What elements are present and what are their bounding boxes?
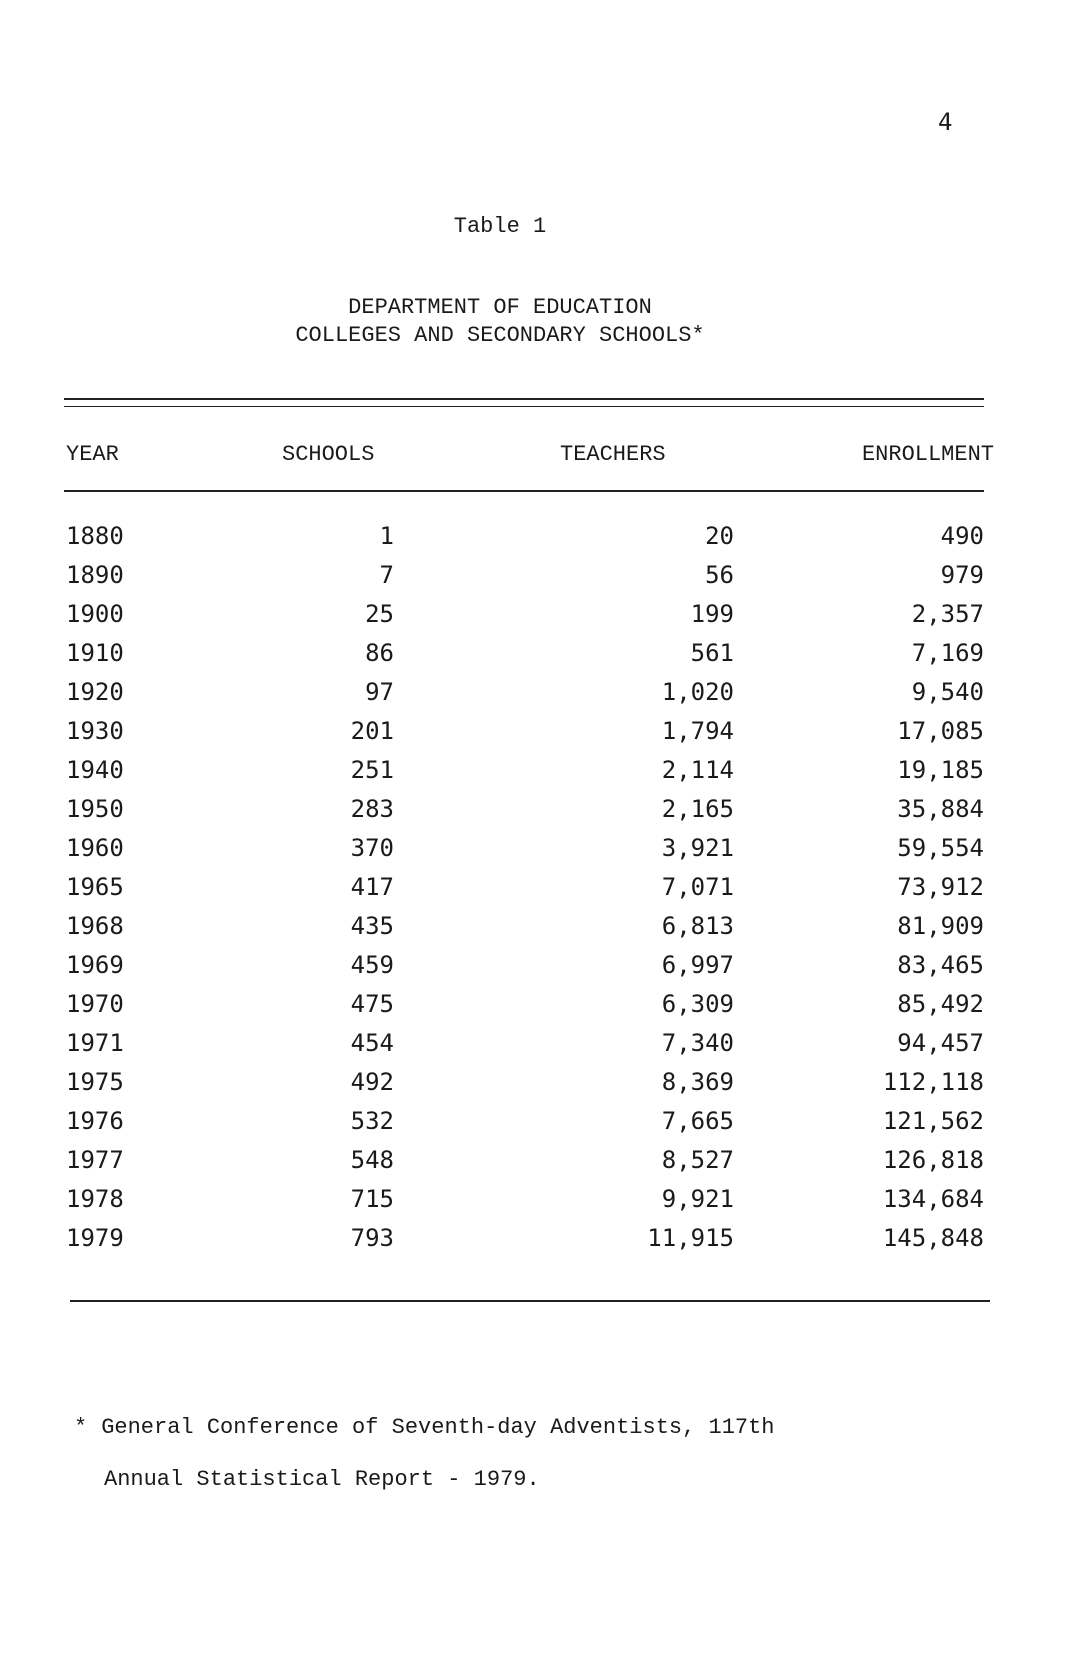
cell-schools: 459: [350, 951, 394, 979]
cell-year: 1950: [66, 795, 124, 823]
cell-teachers: 7,665: [661, 1107, 734, 1135]
column-headers: [64, 442, 994, 472]
cell-year: 1968: [66, 912, 124, 940]
cell-schools: 492: [350, 1068, 394, 1096]
cell-schools: 97: [365, 678, 394, 706]
cell-enrollment: 83,465: [897, 951, 984, 979]
cell-teachers: 6,813: [661, 912, 734, 940]
table-row: [64, 951, 994, 990]
cell-year: 1976: [66, 1107, 124, 1135]
table-row: [64, 1146, 994, 1185]
cell-enrollment: 2,357: [911, 600, 984, 628]
caption-line-2: COLLEGES AND SECONDARY SCHOOLS*: [295, 323, 705, 348]
footnote-marker: *: [74, 1415, 88, 1440]
table-row: [64, 873, 994, 912]
table-caption: [0, 294, 1000, 350]
cell-teachers: 6,997: [661, 951, 734, 979]
footnote-line-2: Annual Statistical Report - 1979.: [104, 1467, 540, 1492]
page-number: 4: [938, 108, 953, 136]
cell-enrollment: 7,169: [911, 639, 984, 667]
cell-enrollment: 979: [940, 561, 984, 589]
cell-schools: 793: [350, 1224, 394, 1252]
cell-enrollment: 19,185: [897, 756, 984, 784]
table-row: [64, 795, 994, 834]
cell-teachers: 8,369: [661, 1068, 734, 1096]
table-row: [64, 834, 994, 873]
cell-year: 1940: [66, 756, 124, 784]
cell-year: 1930: [66, 717, 124, 745]
bottom-rule: [70, 1300, 990, 1302]
cell-teachers: 2,114: [661, 756, 734, 784]
cell-schools: 548: [350, 1146, 394, 1174]
table-row: [64, 756, 994, 795]
cell-year: 1971: [66, 1029, 124, 1057]
cell-schools: 370: [350, 834, 394, 862]
cell-enrollment: 85,492: [897, 990, 984, 1018]
cell-schools: 1: [379, 522, 394, 550]
cell-year: 1978: [66, 1185, 124, 1213]
header-year: YEAR: [66, 442, 119, 467]
cell-teachers: 3,921: [661, 834, 734, 862]
header-schools: SCHOOLS: [282, 442, 375, 467]
table-row: [64, 990, 994, 1029]
cell-teachers: 20: [705, 522, 734, 550]
cell-enrollment: 126,818: [882, 1146, 984, 1174]
cell-teachers: 56: [705, 561, 734, 589]
cell-teachers: 9,921: [661, 1185, 734, 1213]
top-rule-thin: [64, 406, 984, 407]
cell-teachers: 8,527: [661, 1146, 734, 1174]
header-rule: [64, 490, 984, 492]
cell-year: 1970: [66, 990, 124, 1018]
cell-schools: 25: [365, 600, 394, 628]
cell-enrollment: 73,912: [897, 873, 984, 901]
cell-teachers: 561: [690, 639, 734, 667]
cell-year: 1880: [66, 522, 124, 550]
cell-year: 1910: [66, 639, 124, 667]
table-row: [64, 912, 994, 951]
cell-schools: 283: [350, 795, 394, 823]
cell-year: 1965: [66, 873, 124, 901]
table-row: [64, 678, 994, 717]
cell-teachers: 1,794: [661, 717, 734, 745]
cell-enrollment: 112,118: [882, 1068, 984, 1096]
cell-teachers: 7,071: [661, 873, 734, 901]
cell-enrollment: 35,884: [897, 795, 984, 823]
table-row: [64, 522, 994, 561]
cell-enrollment: 121,562: [882, 1107, 984, 1135]
cell-year: 1975: [66, 1068, 124, 1096]
table-row: [64, 717, 994, 756]
cell-enrollment: 490: [940, 522, 984, 550]
header-teachers: TEACHERS: [560, 442, 666, 467]
cell-schools: 532: [350, 1107, 394, 1135]
table-row: [64, 1185, 994, 1224]
cell-enrollment: 134,684: [882, 1185, 984, 1213]
cell-schools: 7: [379, 561, 394, 589]
cell-schools: 454: [350, 1029, 394, 1057]
cell-year: 1900: [66, 600, 124, 628]
cell-schools: 86: [365, 639, 394, 667]
table-row: [64, 1029, 994, 1068]
cell-year: 1920: [66, 678, 124, 706]
header-enrollment: ENROLLMENT: [861, 442, 994, 467]
cell-enrollment: 81,909: [897, 912, 984, 940]
table-row: [64, 639, 994, 678]
cell-schools: 435: [350, 912, 394, 940]
table-row: [64, 1068, 994, 1107]
cell-schools: 715: [350, 1185, 394, 1213]
table-row: [64, 1107, 994, 1146]
table-row: [64, 1224, 994, 1263]
cell-teachers: 2,165: [661, 795, 734, 823]
cell-teachers: 7,340: [661, 1029, 734, 1057]
cell-enrollment: 94,457: [897, 1029, 984, 1057]
table-row: [64, 561, 994, 600]
table-row: [64, 600, 994, 639]
footnote-line-1: General Conference of Seventh-day Adventists, 117th: [101, 1415, 775, 1440]
cell-teachers: 6,309: [661, 990, 734, 1018]
cell-enrollment: 17,085: [897, 717, 984, 745]
cell-year: 1979: [66, 1224, 124, 1252]
caption-line-1: DEPARTMENT OF EDUCATION: [348, 295, 652, 320]
table-body: [64, 522, 994, 1263]
cell-enrollment: 9,540: [911, 678, 984, 706]
cell-enrollment: 59,554: [897, 834, 984, 862]
cell-teachers: 1,020: [661, 678, 734, 706]
cell-schools: 201: [350, 717, 394, 745]
cell-schools: 251: [350, 756, 394, 784]
footnote: [74, 1402, 974, 1506]
cell-year: 1977: [66, 1146, 124, 1174]
cell-enrollment: 145,848: [882, 1224, 984, 1252]
cell-teachers: 11,915: [647, 1224, 734, 1252]
table-label: Table 1: [453, 214, 547, 239]
cell-year: 1960: [66, 834, 124, 862]
cell-year: 1890: [66, 561, 124, 589]
cell-teachers: 199: [690, 600, 734, 628]
cell-schools: 417: [350, 873, 394, 901]
top-rule: [64, 398, 984, 400]
cell-schools: 475: [350, 990, 394, 1018]
cell-year: 1969: [66, 951, 124, 979]
